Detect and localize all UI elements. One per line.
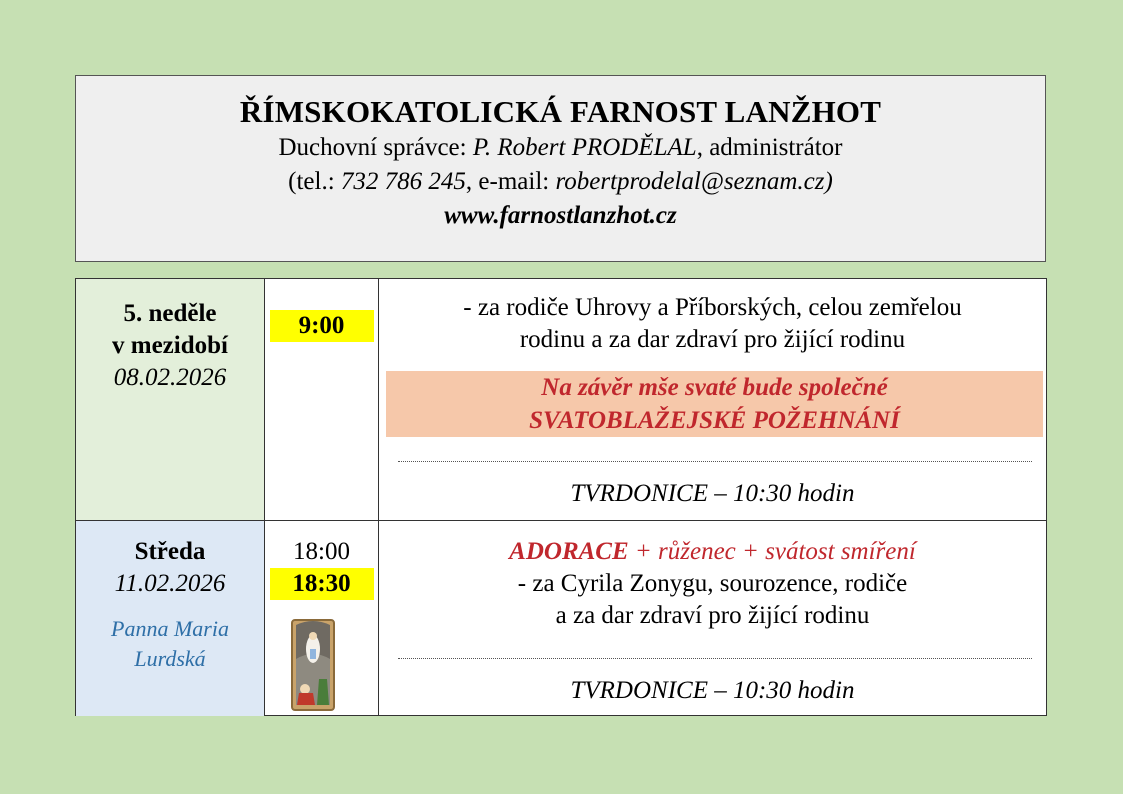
phone-number: 732 786 245	[340, 168, 466, 195]
day-cell	[76, 521, 265, 716]
dotted-divider	[398, 658, 1032, 659]
tvrdonice-note: TVRDONICE – 10:30 hodin	[570, 677, 855, 704]
day-date: 08.02.2026	[113, 364, 227, 391]
day-name: 5. neděle	[123, 300, 217, 327]
admin-prefix: Duchovní správce:	[278, 134, 473, 161]
mass-schedule-table	[75, 278, 1047, 716]
website-link[interactable]: www.farnostlanzhot.cz	[444, 202, 677, 229]
adoration-rest: + růženec + svátost smíření	[628, 538, 916, 565]
email-prefix: , e-mail:	[465, 168, 556, 195]
schedule-row	[76, 279, 1046, 520]
admin-suffix: , administrátor	[696, 134, 843, 161]
parish-header	[75, 75, 1046, 262]
adoration-line	[379, 536, 1046, 568]
day-date: 11.02.2026	[114, 570, 226, 597]
time-cell	[265, 279, 379, 520]
schedule-row	[76, 520, 1046, 716]
parish-title: ŘÍMSKOKATOLICKÁ FARNOST LANŽHOT	[239, 94, 882, 129]
mass-time-highlight: 18:30	[270, 568, 374, 600]
banner-line: Na závěr mše svaté bude společné	[541, 374, 888, 401]
day-name-line2: v mezidobí	[112, 332, 228, 359]
banner-line: SVATOBLAŽEJSKÉ POŽEHNÁNÍ	[529, 407, 900, 434]
feast-name: Panna Maria	[111, 616, 229, 641]
blessing-banner	[386, 371, 1043, 437]
day-cell	[76, 279, 265, 520]
lourdes-apparition-icon	[291, 619, 335, 711]
mass-time-highlight: 9:00	[270, 310, 374, 342]
intention-line: a za dar zdraví pro žijící rodinu	[555, 602, 870, 629]
feast-name-line2: Lurdská	[134, 646, 206, 671]
dotted-divider	[398, 461, 1032, 462]
intention-line: - za rodiče Uhrovy a Příborských, celou zemřelou	[463, 294, 962, 321]
intention-line: - za Cyrila Zonygu, sourozence, rodiče	[517, 570, 908, 597]
intention-cell	[379, 521, 1046, 716]
tel-prefix: (tel.:	[288, 168, 341, 195]
tvrdonice-note: TVRDONICE – 10:30 hodin	[570, 480, 855, 507]
adoration-time: 18:00	[293, 538, 350, 565]
intention-cell	[379, 279, 1046, 520]
contact-line	[76, 165, 1045, 199]
intention-line: rodinu a za dar zdraví pro žijící rodinu	[519, 326, 906, 353]
day-name: Středa	[134, 538, 206, 565]
admin-name: P. Robert PRODĚLAL	[472, 134, 697, 161]
time-cell	[265, 521, 379, 716]
adoration-label: ADORACE	[509, 538, 629, 565]
email-address[interactable]: robertprodelal@seznam.cz)	[555, 168, 833, 195]
administrator-line	[76, 131, 1045, 165]
